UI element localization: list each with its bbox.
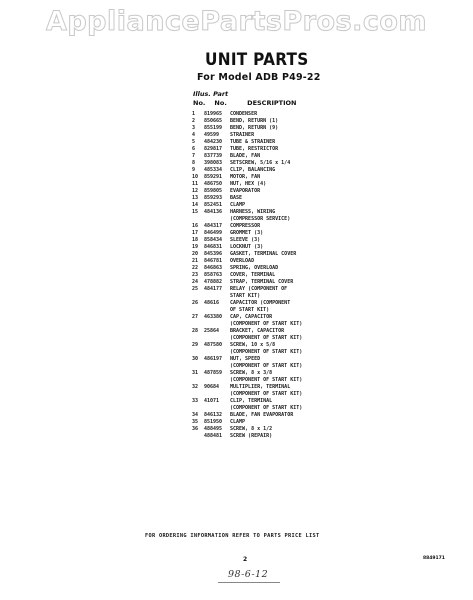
part-description: NUT, HEX (4) xyxy=(230,181,267,187)
part-description: COVER, TERMINAL xyxy=(230,272,276,278)
parts-row xyxy=(192,167,362,174)
part-description: RELAY (COMPONENT OF xyxy=(230,286,288,292)
part-illus-number: 20 xyxy=(192,251,199,257)
part-number xyxy=(204,335,230,342)
parts-row xyxy=(192,384,362,391)
part-description: SPRING, OVERLOAD xyxy=(230,265,279,271)
part-illus-number: 6 xyxy=(192,146,196,152)
part-number xyxy=(204,405,230,412)
parts-row xyxy=(192,125,362,132)
part-illus-number xyxy=(192,391,204,398)
parts-row xyxy=(192,363,362,370)
part-number: 859293 xyxy=(204,195,223,201)
part-number: 90684 xyxy=(204,384,220,390)
parts-row xyxy=(192,342,362,349)
parts-row xyxy=(192,237,362,244)
part-description: SETSCREW, 5/16 x 1/4 xyxy=(230,160,291,166)
part-number xyxy=(204,307,230,314)
parts-row xyxy=(192,202,362,209)
part-description: BEND, RETURN (1) xyxy=(230,118,279,124)
part-number: 846499 xyxy=(204,230,223,236)
document-code: 8849171 xyxy=(423,556,445,561)
part-number: 858434 xyxy=(204,237,223,243)
part-description: SCREW, 10 x 5/8 xyxy=(230,342,276,348)
part-description: SLEEVE (3) xyxy=(230,237,261,243)
part-illus-number xyxy=(192,363,204,370)
part-description: COMPRESSOR xyxy=(230,223,261,229)
part-number xyxy=(204,349,230,356)
part-illus-number xyxy=(192,321,204,328)
model-subtitle: For Model ADB P49-22 xyxy=(197,72,321,83)
part-number: 484230 xyxy=(204,139,223,145)
part-description: LOCKNUT (3) xyxy=(230,244,264,250)
parts-row xyxy=(192,272,362,279)
part-description: (COMPONENT OF START KIT) xyxy=(230,363,303,369)
part-illus-number: 24 xyxy=(192,279,199,285)
part-illus-number: 16 xyxy=(192,223,199,229)
part-number: 398083 xyxy=(204,160,223,166)
parts-row xyxy=(192,314,362,321)
part-illus-number: 8 xyxy=(192,160,196,166)
part-number: 463380 xyxy=(204,314,223,320)
part-illus-number xyxy=(192,349,204,356)
part-number: 859805 xyxy=(204,188,223,194)
parts-row xyxy=(192,181,362,188)
part-illus-number: 10 xyxy=(192,174,199,180)
part-description: CLAMP xyxy=(230,202,246,208)
handwritten-date: 98-6-12 xyxy=(228,569,269,580)
part-description: BEND, RETURN (9) xyxy=(230,125,279,131)
part-illus-number: 30 xyxy=(192,356,199,362)
part-description: (COMPONENT OF START KIT) xyxy=(230,405,303,411)
part-number xyxy=(204,391,230,398)
parts-row xyxy=(192,118,362,125)
part-description: MULTIPLIER, TERMINAL xyxy=(230,384,291,390)
part-number: 487580 xyxy=(204,342,223,348)
part-number: 852451 xyxy=(204,202,223,208)
part-illus-number xyxy=(192,335,204,342)
part-description: EVAPORATOR xyxy=(230,188,261,194)
part-number: 486750 xyxy=(204,181,223,187)
part-illus-number xyxy=(192,307,204,314)
part-illus-number: 33 xyxy=(192,398,199,404)
part-illus-number: 9 xyxy=(192,167,196,173)
part-illus-number: 27 xyxy=(192,314,199,320)
part-description: GROMMET (3) xyxy=(230,230,264,236)
part-illus-number: 11 xyxy=(192,181,199,187)
parts-row xyxy=(192,433,362,440)
part-number: 41071 xyxy=(204,398,220,404)
watermark-text: AppliancePartsPros.com xyxy=(45,6,428,37)
part-illus-number: 2 xyxy=(192,118,196,124)
part-description: OVERLOAD xyxy=(230,258,255,264)
part-description: HARNESS, WIRING xyxy=(230,209,276,215)
part-number: 819965 xyxy=(204,111,223,117)
parts-row xyxy=(192,209,362,216)
part-number: 858763 xyxy=(204,272,223,278)
ordering-note: FOR ORDERING INFORMATION REFER TO PARTS PRICE LIST xyxy=(145,533,320,539)
part-illus-number: 4 xyxy=(192,132,196,138)
handwritten-underline xyxy=(218,582,280,583)
part-number: 846863 xyxy=(204,265,223,271)
column-header-illus-part: Illus. Part xyxy=(193,90,229,98)
parts-row xyxy=(192,286,362,293)
part-number: 829817 xyxy=(204,146,223,152)
part-number xyxy=(204,293,230,300)
parts-row xyxy=(192,139,362,146)
part-number: 855199 xyxy=(204,125,223,131)
parts-row xyxy=(192,328,362,335)
parts-row xyxy=(192,335,362,342)
part-description: (COMPRESSOR SERVICE) xyxy=(230,216,291,222)
part-illus-number: 34 xyxy=(192,412,199,418)
part-description: CLIP, TERMINAL xyxy=(230,398,273,404)
part-illus-number: 14 xyxy=(192,202,199,208)
parts-row xyxy=(192,356,362,363)
part-illus-number: 18 xyxy=(192,237,199,243)
part-number: 851950 xyxy=(204,419,223,425)
part-illus-number: 13 xyxy=(192,195,199,201)
part-illus-number: 21 xyxy=(192,258,199,264)
part-illus-number: 28 xyxy=(192,328,199,334)
part-number: 48616 xyxy=(204,300,220,306)
part-illus-number: 7 xyxy=(192,153,196,159)
parts-row xyxy=(192,377,362,384)
parts-row xyxy=(192,349,362,356)
parts-row xyxy=(192,132,362,139)
parts-row xyxy=(192,370,362,377)
part-illus-number xyxy=(192,216,204,223)
part-illus-number: 25 xyxy=(192,286,199,292)
page-number: 2 xyxy=(243,556,248,563)
part-illus-number: 22 xyxy=(192,265,199,271)
part-illus-number: 35 xyxy=(192,419,199,425)
parts-row xyxy=(192,160,362,167)
part-description: STRAINER xyxy=(230,132,255,138)
parts-row xyxy=(192,146,362,153)
part-number: 484177 xyxy=(204,286,223,292)
part-illus-number: 32 xyxy=(192,384,199,390)
part-description: CLAMP xyxy=(230,419,246,425)
part-description: OF START KIT) xyxy=(230,307,270,313)
parts-row xyxy=(192,293,362,300)
part-illus-number: 15 xyxy=(192,209,199,215)
part-number: 486197 xyxy=(204,356,223,362)
parts-row xyxy=(192,419,362,426)
part-description: STRAP, TERMINAL COVER xyxy=(230,279,294,285)
part-number xyxy=(204,377,230,384)
parts-row xyxy=(192,405,362,412)
parts-row xyxy=(192,426,362,433)
part-number: 478882 xyxy=(204,279,223,285)
part-illus-number: 17 xyxy=(192,230,199,236)
part-description: (COMPONENT OF START KIT) xyxy=(230,321,303,327)
part-number xyxy=(204,321,230,328)
part-number: 488495 xyxy=(204,426,223,432)
part-number: 25864 xyxy=(204,328,220,334)
part-description: BRACKET, CAPACITOR xyxy=(230,328,285,334)
part-description: BLADE, FAN EVAPORATOR xyxy=(230,412,294,418)
parts-row xyxy=(192,321,362,328)
part-illus-number: 36 xyxy=(192,426,199,432)
parts-row xyxy=(192,153,362,160)
part-illus-number: 23 xyxy=(192,272,199,278)
part-description: CONDENSER xyxy=(230,111,258,117)
parts-row xyxy=(192,300,362,307)
part-number: 49599 xyxy=(204,132,220,138)
parts-row xyxy=(192,223,362,230)
parts-row xyxy=(192,391,362,398)
part-number: 846132 xyxy=(204,412,223,418)
parts-row xyxy=(192,216,362,223)
part-illus-number xyxy=(192,377,204,384)
parts-row xyxy=(192,265,362,272)
part-description: GASKET, TERMINAL COVER xyxy=(230,251,297,257)
part-number: 484317 xyxy=(204,223,223,229)
part-illus-number: 1 xyxy=(192,111,196,117)
part-illus-number: 3 xyxy=(192,125,196,131)
parts-row xyxy=(192,174,362,181)
part-description: SCREW, 8 x 3/8 xyxy=(230,370,273,376)
part-description: BASE xyxy=(230,195,243,201)
part-description: NUT, SPEED xyxy=(230,356,261,362)
parts-row xyxy=(192,188,362,195)
parts-row xyxy=(192,258,362,265)
part-number: 488481 xyxy=(204,433,223,439)
part-description: BLADE, FAN xyxy=(230,153,261,159)
part-illus-number: 12 xyxy=(192,188,199,194)
parts-row xyxy=(192,244,362,251)
page-title: UNIT PARTS xyxy=(205,50,309,70)
part-description: (COMPONENT OF START KIT) xyxy=(230,335,303,341)
part-description: (COMPONENT OF START KIT) xyxy=(230,349,303,355)
part-illus-number xyxy=(192,293,204,300)
part-number: 837739 xyxy=(204,153,223,159)
part-illus-number: 29 xyxy=(192,342,199,348)
part-illus-number xyxy=(192,405,204,412)
part-illus-number: 19 xyxy=(192,244,199,250)
parts-list xyxy=(192,111,362,440)
part-description: CAP, CAPACITOR xyxy=(230,314,273,320)
part-description: (COMPONENT OF START KIT) xyxy=(230,377,303,383)
parts-row xyxy=(192,230,362,237)
part-illus-number: 26 xyxy=(192,300,199,306)
part-number: 845396 xyxy=(204,251,223,257)
part-description: CAPACITOR (COMPONENT xyxy=(230,300,291,306)
part-description: (COMPONENT OF START KIT) xyxy=(230,391,303,397)
part-description: MOTOR, FAN xyxy=(230,174,261,180)
part-description: TUBE & STRAINER xyxy=(230,139,276,145)
parts-row xyxy=(192,111,362,118)
part-description: CLIP, BALANCING xyxy=(230,167,276,173)
part-description: SCREW, 8 x 1/2 xyxy=(230,426,273,432)
part-illus-number: 31 xyxy=(192,370,199,376)
part-number xyxy=(204,363,230,370)
parts-row xyxy=(192,307,362,314)
part-description: SCREW (REPAIR) xyxy=(230,433,273,439)
part-number: 485334 xyxy=(204,167,223,173)
parts-row xyxy=(192,195,362,202)
part-number xyxy=(204,216,230,223)
part-illus-number xyxy=(192,433,204,440)
part-number: 846831 xyxy=(204,244,223,250)
part-description: TUBE, RESTRICTOR xyxy=(230,146,279,152)
part-number: 846781 xyxy=(204,258,223,264)
parts-row xyxy=(192,412,362,419)
part-illus-number: 5 xyxy=(192,139,196,145)
part-number: 487859 xyxy=(204,370,223,376)
part-number: 850665 xyxy=(204,118,223,124)
parts-row xyxy=(192,279,362,286)
parts-row xyxy=(192,251,362,258)
column-header-no-description: No. No. DESCRIPTION xyxy=(193,99,297,107)
part-description: START KIT) xyxy=(230,293,261,299)
part-number: 484136 xyxy=(204,209,223,215)
parts-row xyxy=(192,398,362,405)
part-number: 859291 xyxy=(204,174,223,180)
